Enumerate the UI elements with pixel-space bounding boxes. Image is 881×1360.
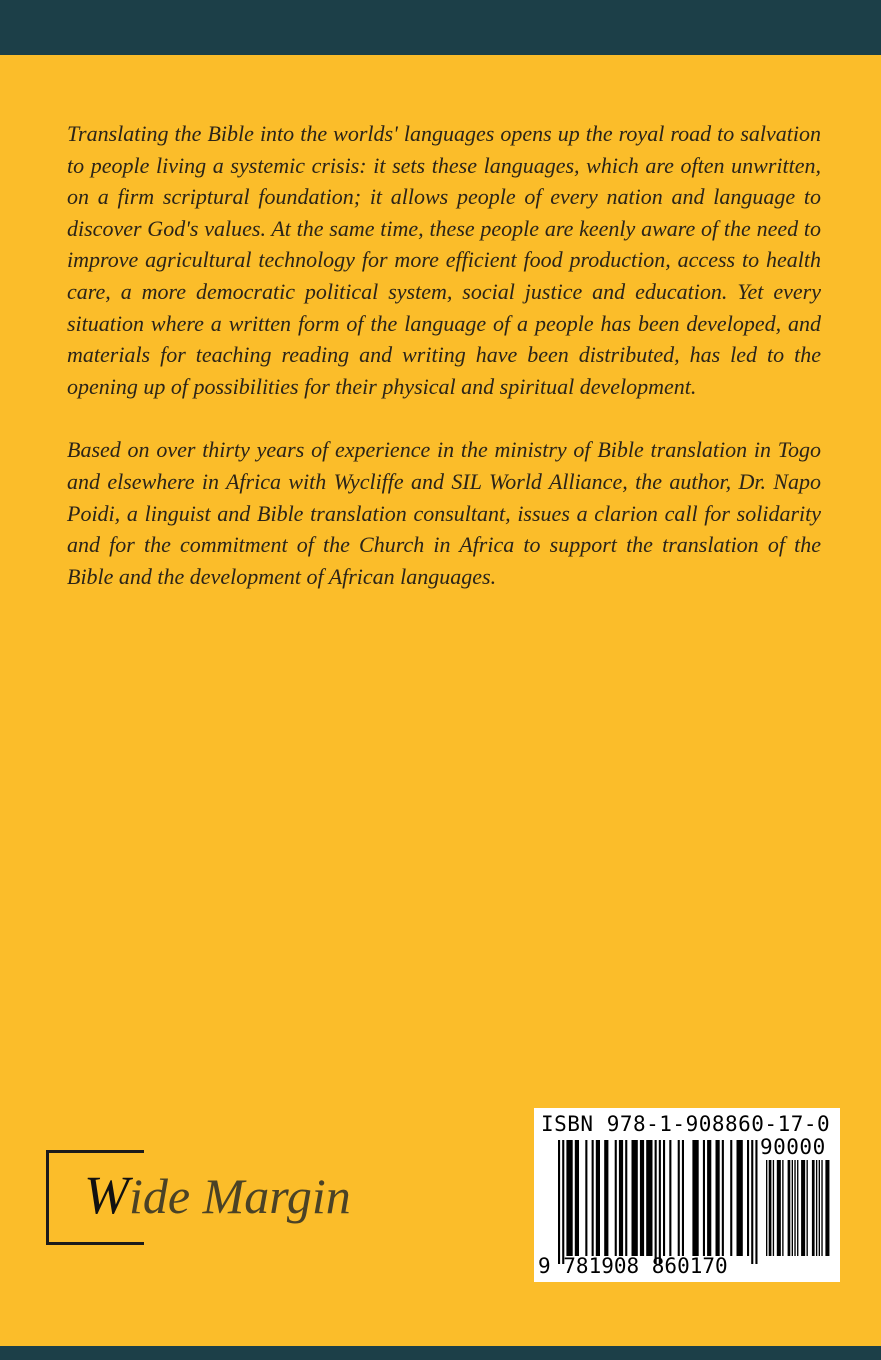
barcode-bar <box>707 1140 711 1256</box>
barcode-bar <box>655 1140 657 1264</box>
addon-bar <box>816 1160 817 1256</box>
barcode-bar <box>682 1140 684 1256</box>
barcode-bar <box>737 1140 743 1256</box>
barcode-bar <box>669 1140 671 1256</box>
addon-bar <box>766 1160 767 1256</box>
addon-bar <box>801 1160 805 1256</box>
addon-bar <box>819 1160 820 1256</box>
barcode-bar <box>678 1140 680 1256</box>
addon-bar <box>773 1160 774 1256</box>
barcode-bar <box>592 1140 594 1256</box>
barcode-bar <box>747 1140 749 1256</box>
ean-digits: 9 781908 860170 <box>538 1254 728 1278</box>
barcode-bar <box>562 1140 564 1264</box>
barcode-bar <box>730 1140 732 1256</box>
blurb-paragraph-2: Based on over thirty years of experience in the ministry of Bible translation in Togo and elsewhere in Africa with Wycliffe and SIL World Alliance, the author, Dr. Napo Poidi, a linguist and Bible translation consultant, issues a clarion call for solidarity and for the commitment of the Church in Africa to support the translation of the Bible and the development of African languages. <box>67 437 821 589</box>
logo-text <box>84 1164 351 1227</box>
barcode-bar <box>663 1140 665 1256</box>
barcode-bar <box>659 1140 661 1264</box>
barcode-bar <box>703 1140 705 1256</box>
barcode-bar <box>625 1140 627 1256</box>
barcode-bar <box>755 1140 757 1264</box>
barcode-bar <box>604 1140 608 1256</box>
barcode-bar <box>615 1140 617 1256</box>
back-cover-blurb <box>67 118 821 592</box>
addon-bar <box>825 1160 829 1256</box>
barcode-bar <box>619 1140 623 1256</box>
isbn-barcode <box>534 1108 840 1282</box>
publisher-logo <box>46 1150 406 1242</box>
addon-bar <box>821 1160 822 1256</box>
barcode-bar <box>632 1140 638 1256</box>
addon-bar <box>792 1160 793 1256</box>
addon-bar <box>782 1160 783 1256</box>
barcode-bar <box>751 1140 753 1264</box>
addon-bar <box>812 1160 815 1256</box>
logo-initial: W <box>84 1165 129 1225</box>
barcode-bar <box>585 1140 587 1256</box>
addon-bar <box>788 1160 791 1256</box>
barcode-bar <box>716 1140 720 1256</box>
blurb-paragraph-1: Translating the Bible into the worlds' languages opens up the royal road to salvation to people living a systemic crisis: it sets these languages, which are often unwritten, on a firm scriptural foundation; it allows people of every nation and language to discover God's values. At the same time, these people are keenly aware of the need to improve agricultural technology for more efficient food production, access to health care, a more democratic political system, social justice and education. Yet every situation where a written form of the language of a people has been developed, and materials for teaching reading and writing have been distributed, has led to the opening up of possibilities for their physical and spiritual development. <box>67 121 821 399</box>
barcode-bar <box>692 1140 698 1256</box>
barcode-bar <box>646 1140 652 1256</box>
addon-bar <box>807 1160 808 1256</box>
addon-bar <box>777 1160 781 1256</box>
barcode-bar <box>722 1140 724 1256</box>
logo-name: ide Margin <box>128 1168 351 1224</box>
barcode-bar <box>575 1140 579 1256</box>
addon-bar <box>794 1160 795 1256</box>
top-color-band <box>0 0 881 55</box>
isbn-label: ISBN 978-1-908860-17-0 <box>541 1112 831 1136</box>
bottom-color-band <box>0 1346 881 1360</box>
addon-bar <box>797 1160 798 1256</box>
barcode-bar <box>566 1140 572 1256</box>
barcode-bar <box>640 1140 644 1256</box>
addon-bar <box>769 1160 772 1256</box>
barcode-bar <box>596 1140 600 1256</box>
price-code: 90000 <box>760 1135 826 1159</box>
barcode-bar <box>558 1140 560 1264</box>
